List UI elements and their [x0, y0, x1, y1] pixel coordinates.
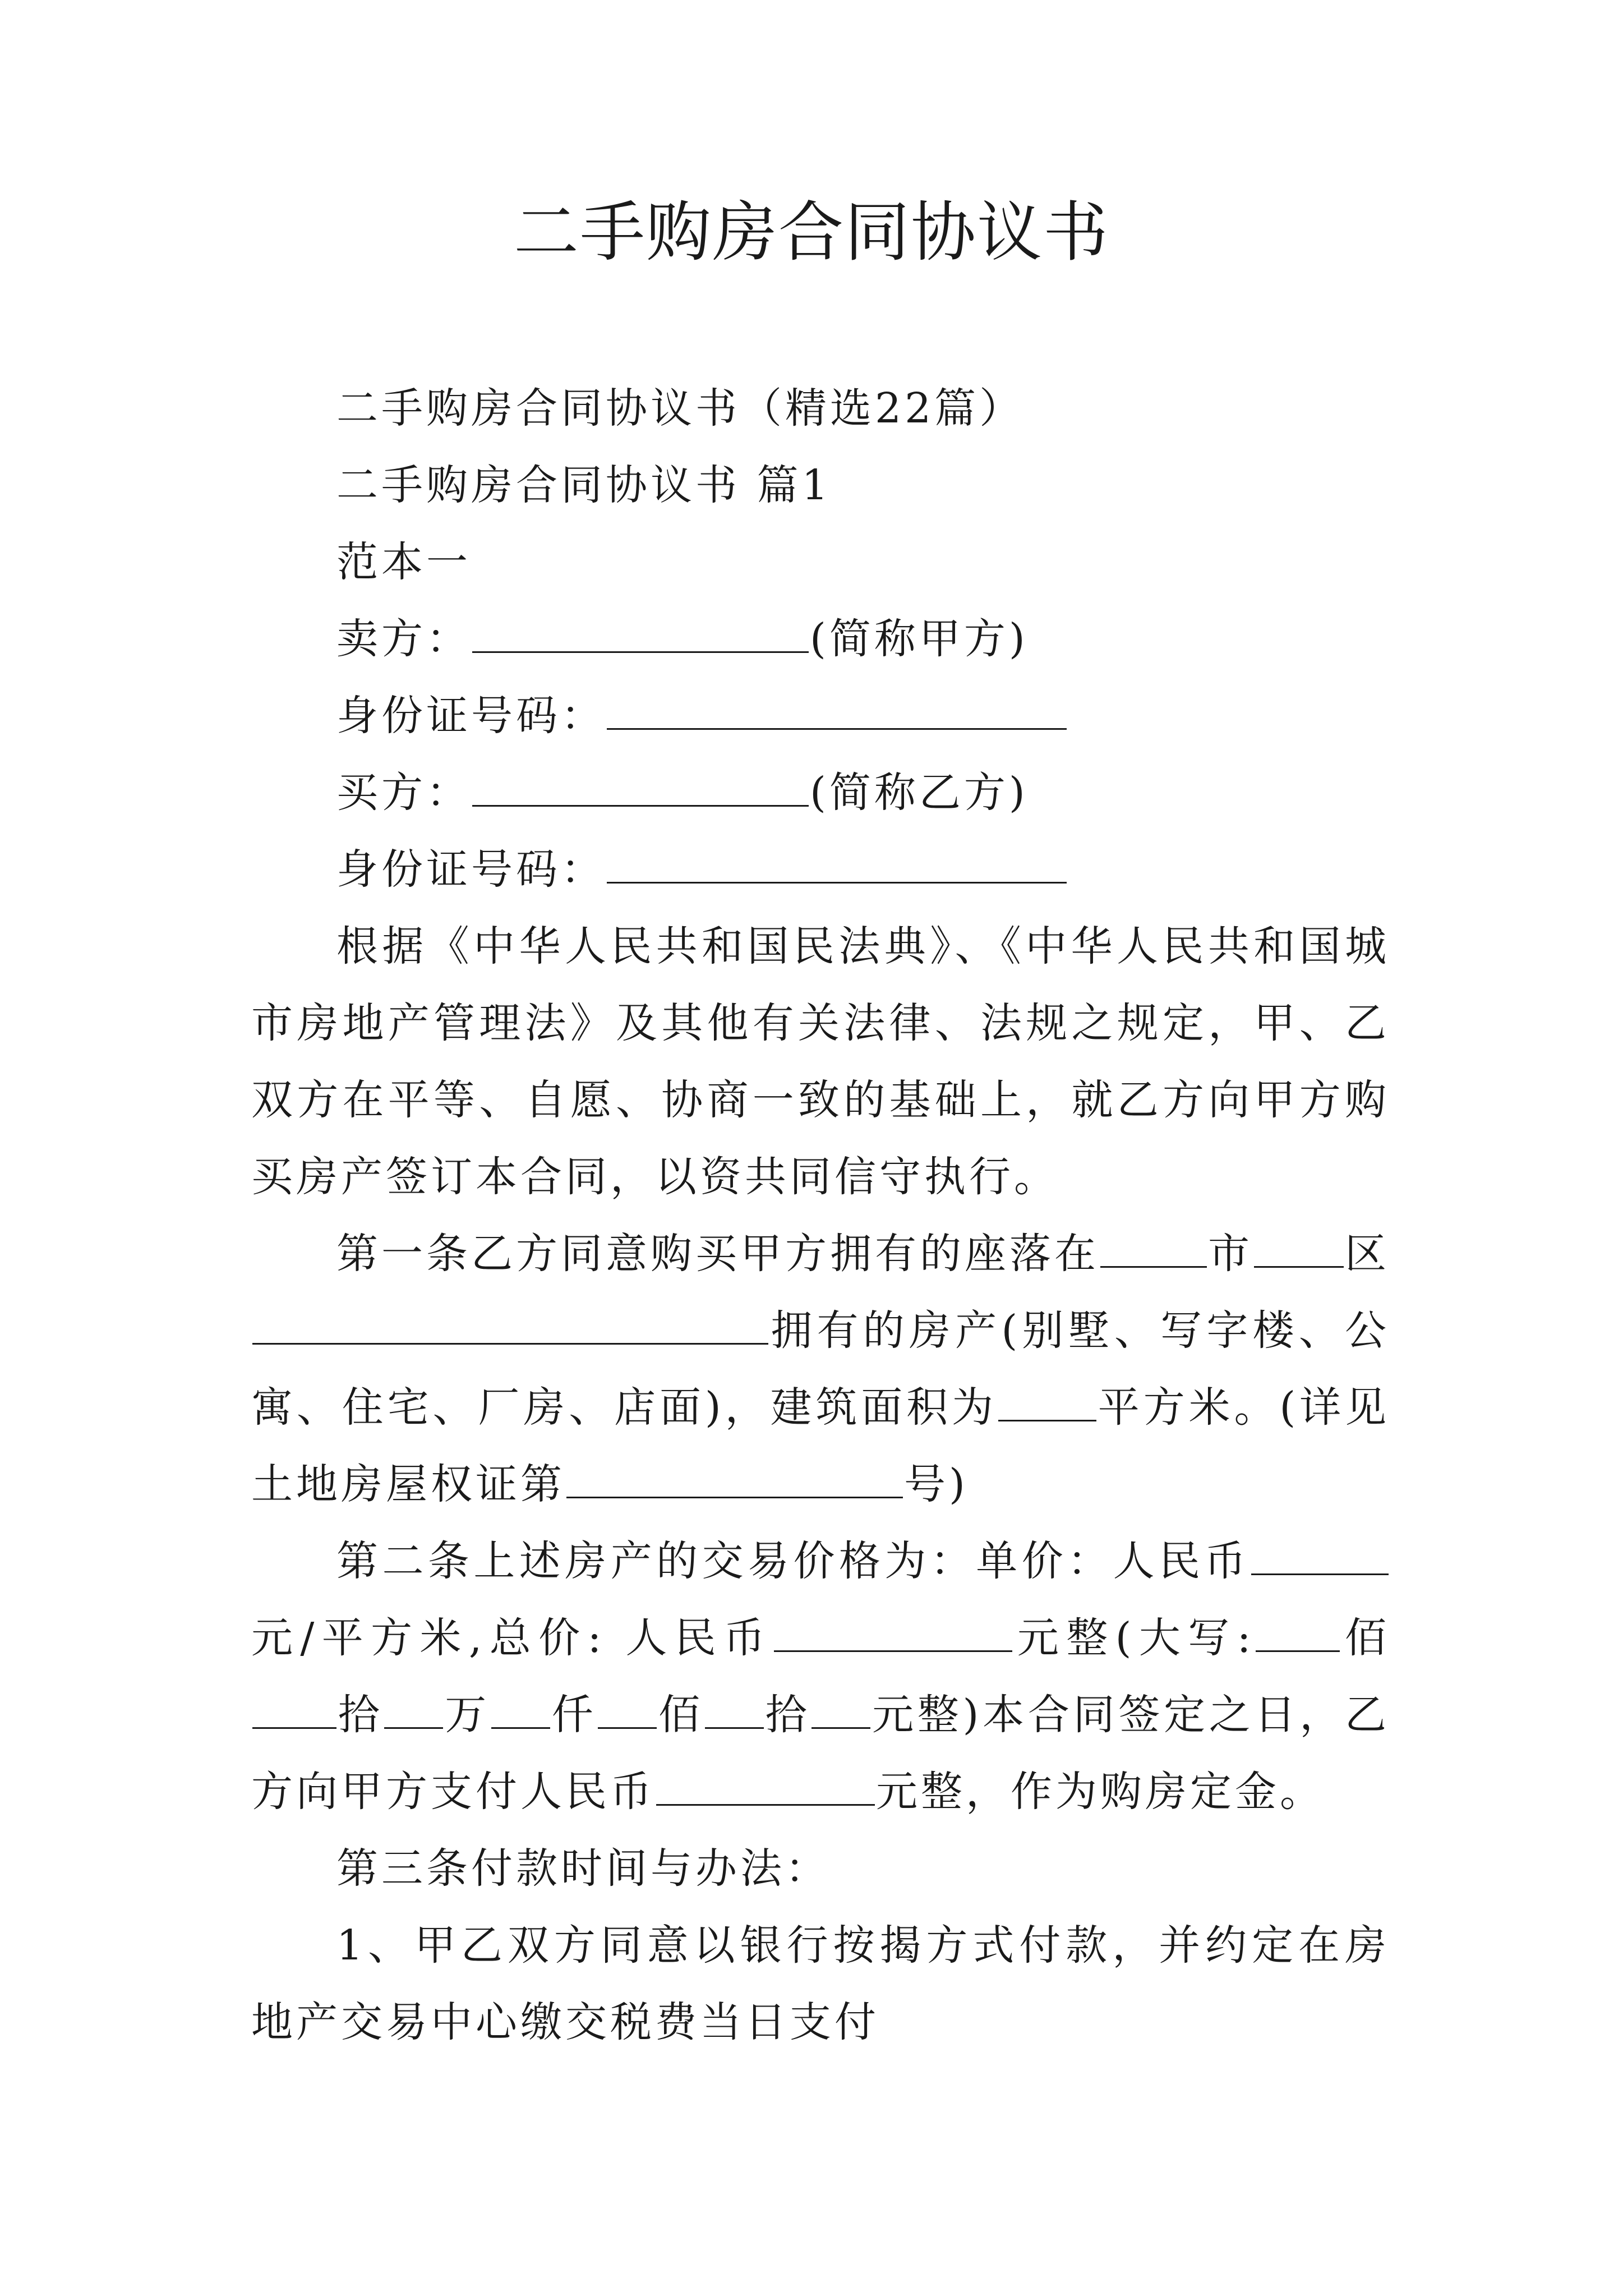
article-2-text-8: 佰	[658, 1691, 704, 1739]
article-1-text-5: 平方米。(详见土地房屋权证第	[251, 1383, 1390, 1508]
article-3-item-1: 1、甲乙双方同意以银行按揭方式付款，并约定在房地产交易中心缴交税费当日支付	[251, 1921, 1390, 2046]
seller-id-label: 身份证号码：	[336, 692, 606, 740]
upper-tens-blank	[252, 1694, 336, 1729]
article-2-text-7: 仟	[551, 1691, 597, 1739]
certificate-number-blank	[566, 1463, 903, 1498]
bai-blank	[598, 1694, 657, 1729]
article-2-text-2: 元/平方米,总价: 人民币	[251, 1614, 773, 1662]
article-2-text-1: 第二条上述房产的交易价格为：单价：人民币	[336, 1537, 1250, 1585]
area-blank	[998, 1386, 1096, 1421]
seller-id-blank	[607, 694, 1067, 730]
article-2-text-10: 元整)本合同签定之日，	[872, 1691, 1345, 1739]
article-2-paragraph	[251, 1523, 1390, 1830]
upper-hundreds-blank	[1256, 1617, 1340, 1652]
template-label: 范本一	[336, 538, 471, 586]
document-title: 二手购房合同协议书	[514, 195, 1109, 270]
preamble-paragraph: 根据《中华人民共和国民法典》、《中华人民共和国城市房地产管理法》及其他有关法律、法规之规定，甲、乙双方在平等、自愿、协商一致的基础上，就乙方向甲方购买房产签订本合同，以资共同信守执行。	[251, 922, 1390, 1201]
article-2-text-6: 万	[444, 1691, 490, 1739]
unit-price-blank	[1251, 1540, 1389, 1575]
buyer-line	[251, 754, 1390, 831]
shi-blank	[705, 1694, 764, 1729]
article-1-paragraph	[251, 1216, 1390, 1523]
buyer-id-blank	[607, 848, 1067, 884]
address-blank	[252, 1309, 768, 1345]
district-prefix-blank	[1254, 1232, 1344, 1268]
yuan-blank	[811, 1694, 870, 1729]
buyer-id-line	[251, 831, 1390, 908]
section-heading: 二手购房合同协议书 篇1	[336, 461, 832, 509]
subtitle: 二手购房合同协议书（精选22篇）	[336, 384, 1025, 432]
buyer-id-label: 身份证号码：	[336, 845, 606, 894]
seller-name-blank	[472, 618, 809, 653]
deposit-blank	[656, 1770, 875, 1806]
article-3-heading: 第三条付款时间与办法：	[336, 1844, 830, 1893]
qian-blank	[491, 1694, 550, 1729]
article-2-text-9: 拾	[764, 1691, 811, 1739]
seller-id-line	[251, 678, 1390, 754]
article-1-text-4: 拥有的房产(别墅、写字楼、公寓、住宅、厂房、店面)，建筑面积为	[251, 1306, 1390, 1432]
seller-suffix: (简称甲方)	[810, 615, 1029, 663]
article-2-text-4: 佰	[1340, 1614, 1390, 1662]
seller-line	[251, 601, 1390, 678]
article-1-text-1: 第一条乙方同意购买甲方拥有的座落在	[336, 1230, 1099, 1278]
wan-blank	[384, 1694, 443, 1729]
buyer-suffix: (简称乙方)	[810, 769, 1029, 817]
article-1-text-6: 号)	[904, 1460, 969, 1508]
article-1-text-2: 市	[1208, 1230, 1253, 1278]
article-2-text-5: 拾	[338, 1691, 384, 1739]
article-2-text-12: 元整，作为购房定金。	[876, 1768, 1325, 1816]
document-body	[251, 370, 1390, 2061]
city-blank	[1100, 1232, 1207, 1268]
article-2-text-11: 乙方向甲方支付人民币	[251, 1691, 1390, 1816]
seller-label: 卖方：	[336, 615, 471, 663]
article-2-text-3: 元整(大写:	[1013, 1614, 1255, 1662]
article-1-text-3: 区	[1345, 1230, 1390, 1278]
buyer-name-blank	[472, 771, 809, 807]
buyer-label: 买方：	[336, 769, 471, 817]
total-price-blank	[774, 1617, 1012, 1652]
